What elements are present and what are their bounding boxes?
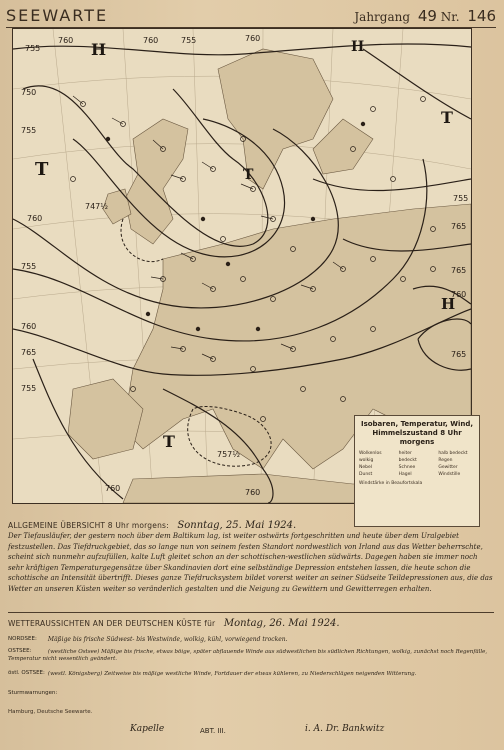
issue-label: Jahrgang <box>354 10 411 24</box>
isobar-label: 760 <box>451 290 467 299</box>
land-britain <box>125 119 188 244</box>
isobar <box>13 44 471 55</box>
isobar-label: 765 <box>451 350 467 359</box>
department-label: ABT. III. <box>200 727 226 735</box>
legend-item: bedeckt <box>398 458 417 463</box>
legend-item: Windstille <box>438 472 461 477</box>
legend-title <box>355 420 479 447</box>
signature-left: Kapelle <box>130 724 165 734</box>
legend-item: Schnee <box>398 465 416 470</box>
high-marker: H <box>441 295 456 313</box>
isobar-label: 760 <box>245 488 261 497</box>
isobar-label: 765 <box>451 266 467 275</box>
legend-footer: Windstärke in Beaufortskala <box>359 481 423 486</box>
nr-label: Nr. <box>440 10 460 24</box>
low-marker: T <box>163 432 175 451</box>
low-marker: T <box>35 159 49 180</box>
isobar-label: 760 <box>27 214 43 223</box>
forecast-row-nordsee <box>8 636 494 643</box>
isobar-label: 760 <box>245 34 261 43</box>
forecast-text: Mäßige bis frische, etwas böige, später abflauende Winde aus südwestlichen bis südlichen Richtungen, wolkig, zunächst noch Regenfälle, Temperatur nicht wesentlich geändert. <box>8 649 488 662</box>
weather-map <box>12 28 472 504</box>
forecast-row-east-ostsee <box>8 670 494 677</box>
forecast-region: östl. OSTSEE: <box>8 670 45 676</box>
isobar-label: 765 <box>21 348 37 357</box>
legend-item: Wolkenlos <box>359 451 382 456</box>
legend-item: Gewitter <box>438 465 458 470</box>
high-marker: H <box>91 40 107 59</box>
isobar-label: 755 <box>453 194 469 203</box>
isobar-label: 755 <box>21 126 37 135</box>
high-marker: H <box>351 39 365 55</box>
legend-item: heiter <box>398 451 412 456</box>
legend-item: wolkig <box>359 458 374 463</box>
isobar-label: 765 <box>451 222 467 231</box>
legend-item: halb bedeckt <box>438 451 468 456</box>
legend-item: Regen <box>438 458 453 463</box>
legend-item: Nebel <box>359 465 373 470</box>
legend-title-line2: Himmelszustand 8 Uhr morgens <box>372 429 462 446</box>
forecast-note: (westliche Ostsee) <box>47 649 100 655</box>
isobar-label: 755 <box>25 44 41 53</box>
masthead-title: SEEWARTE <box>6 6 109 25</box>
isobar-label: 757½ <box>217 450 241 459</box>
legend-item: Hagel <box>398 472 412 477</box>
isobar-label: 755 <box>21 384 37 393</box>
issue-info <box>354 7 496 25</box>
signature-right: i. A. Dr. Bankwitz <box>305 724 385 734</box>
section-rule <box>8 612 494 613</box>
land-finland <box>313 119 373 174</box>
forecast-note: (westl. Königsberg) <box>47 671 103 677</box>
legend-item: Dunst <box>359 472 373 477</box>
masthead <box>6 6 496 28</box>
isobar-label: 760 <box>105 484 121 493</box>
legend-symbols <box>355 447 479 478</box>
isobar-label: 747½ <box>85 202 109 211</box>
isobar-label: 755 <box>181 36 197 45</box>
forecast-region: OSTSEE: <box>8 648 32 654</box>
isobar <box>363 49 471 119</box>
forecast-text: Mäßige bis frische Südwest- bis Westwinde, wolkig, kühl, vorwiegend trocken. <box>47 636 288 643</box>
overview-heading: ALLGEMEINE ÜBERSICHT 8 Uhr morgens: <box>8 521 169 530</box>
isobar-label: 760 <box>21 322 37 331</box>
forecast-text: Zeitweise bis mäßige westliche Winde, Fortdauer der etwas kühleren, zu Niederschlägen neigenden Witterung. <box>104 671 417 677</box>
forecast-row-ostsee <box>8 648 494 662</box>
issue-number: 146 <box>467 7 496 25</box>
low-marker: T <box>243 167 254 183</box>
publisher: Hamburg, Deutsche Seewarte. <box>8 709 93 715</box>
storm-warnings-label: Sturmwarnungen: <box>8 690 58 696</box>
publisher-row <box>8 708 494 715</box>
low-marker: T <box>441 108 453 127</box>
overview-date: Sonntag, 25. Mai 1924. <box>177 520 297 531</box>
forecast-section <box>8 618 494 629</box>
isobar-label: 755 <box>21 262 37 271</box>
forecast-row-storm <box>8 690 494 697</box>
isobar-label: 750 <box>21 88 37 97</box>
forecast-region: NORDSEE: <box>8 636 37 642</box>
map-legend <box>354 415 480 527</box>
forecast-heading: WETTERAUSSICHTEN AN DER DEUTSCHEN KÜSTE für <box>8 619 216 628</box>
isobar-label: 760 <box>143 36 159 45</box>
overview-text: Der Tiefausläufer, der gestern noch über dem Baltikum lag, ist weiter ostwärts fortgeschritten und heute über dem Uralgebiet festzustellen. Das Tiefdruckgebiet, das so lange nun von seinem festen Standort nordwestlich von Irland aus das Wetter beherrschte, scheint sich nunmehr aufzufüllen, kalte Luft gleitet schon an der schottischen-westlichen südwärts. Dagegen haben sie immer noch sehr kräftigen Temperaturgegensätze über Skandinavien dort eine selbständige Depression entstehen lassen, die heute schon die schottische an Intensität übertrifft. Dieses ganze Tiefdrucksystem bildet vorerst weiter an seiner Südseite Teildepressionen aus, die das Wetter an unseren Küsten weiter so veränderlich gestalten und die Neigung zu Gewittern und Gewitterregen erhalten. <box>8 532 493 593</box>
overview-section <box>8 520 494 594</box>
forecast-date: Montag, 26. Mai 1924. <box>223 618 340 629</box>
isobar-label: 760 <box>58 36 74 45</box>
year-number: 49 <box>417 7 437 25</box>
overview-heading-row <box>8 520 494 531</box>
legend-title-line1: Isobaren, Temperatur, Wind, <box>360 420 474 428</box>
